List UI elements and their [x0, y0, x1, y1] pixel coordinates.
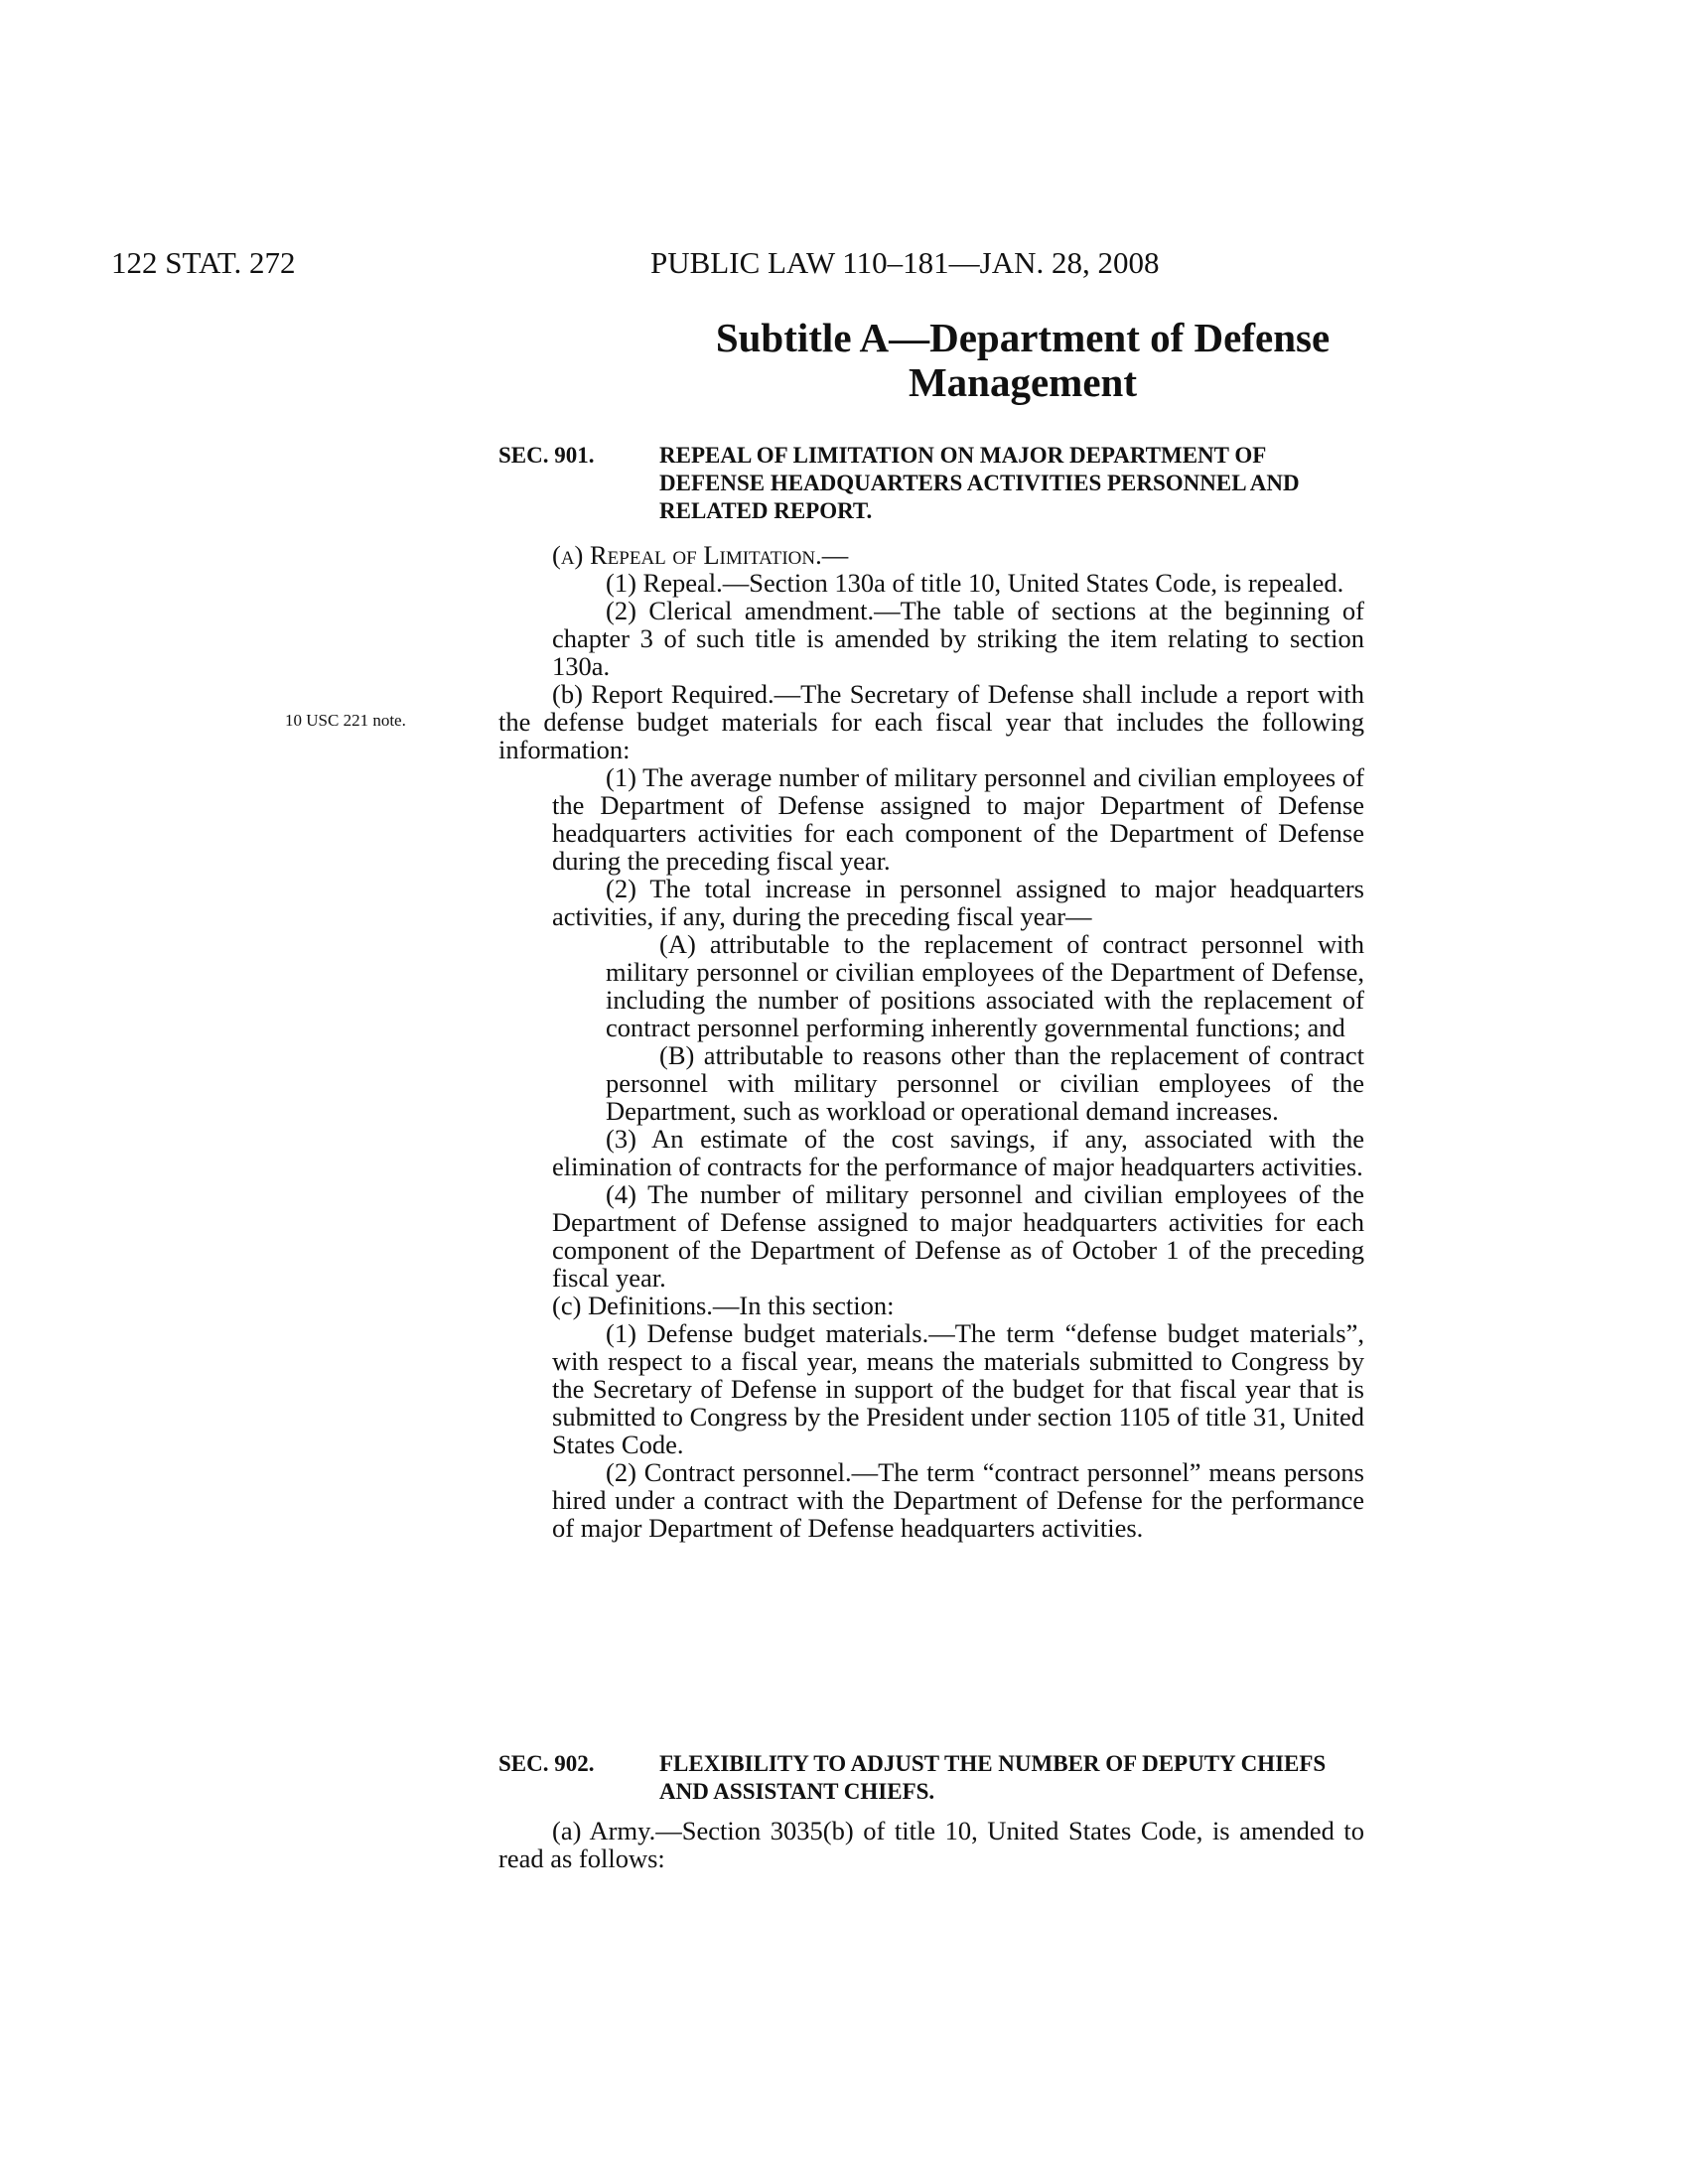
subtitle-line-2: Management — [908, 359, 1137, 405]
subtitle-heading — [496, 316, 1549, 405]
paragraph-c2: (2) Contract personnel.—The term “contract personnel” means persons hired under a contract with the Department of Defense for the performance of major Department of Defense headquarters activities. — [552, 1457, 1364, 1543]
paragraph-b4: (4) The number of military personnel and civilian employees of the Department of Defense assigned to major headquarters activities for each component of the Department of Defense as of October 1 of the preceding fiscal year. — [552, 1179, 1364, 1293]
paragraph-a1: (1) Repeal.—Section 130a of title 10, United States Code, is repealed. — [606, 568, 1344, 598]
section-902-paragraph-a: (a) Army.—Section 3035(b) of title 10, United States Code, is amended to read as follows: — [498, 1816, 1364, 1873]
paragraph-a2: (2) Clerical amendment.—The table of sections at the beginning of chapter 3 of such title is amended by striking the item relating to section 130a. — [552, 596, 1364, 681]
subtitle-line-1: Subtitle A—Department of Defense — [715, 315, 1331, 360]
law-citation: PUBLIC LAW 110–181—JAN. 28, 2008 — [650, 245, 1160, 280]
section-901-body — [498, 541, 1364, 1542]
section-901-title-line-2: DEFENSE HEADQUARTERS ACTIVITIES PERSONNEL AND — [659, 471, 1300, 495]
section-902-title-line-1: FLEXIBILITY TO ADJUST THE NUMBER OF DEPUTY CHIEFS — [659, 1751, 1327, 1776]
subsection-c-heading: (c) Definitions.—In this section: — [552, 1291, 895, 1320]
margin-note: 10 USC 221 note. — [285, 711, 406, 730]
stat-page-number: 122 STAT. 272 — [111, 245, 296, 280]
subsection-b-intro: (b) Report Required.—The Secretary of Defense shall include a report with the defense budget materials for each fiscal year that includes the following information: — [498, 679, 1364, 764]
subparagraph-b2A: (A) attributable to the replacement of contract personnel with military personnel or civilian employees of the Department of Defense, including the number of positions associated with the replacement of contract personnel performing inherently governmental functions; and — [606, 929, 1364, 1042]
section-902-body — [498, 1817, 1364, 1872]
section-902-heading — [498, 1750, 1366, 1806]
section-902-number: SEC. 902. — [498, 1751, 595, 1776]
subparagraph-b2B: (B) attributable to reasons other than the replacement of contract personnel with military personnel or civilian employees of the Department, such as workload or operational demand increases. — [606, 1040, 1364, 1126]
section-901-title-line-3: RELATED REPORT. — [659, 498, 873, 523]
paragraph-b1: (1) The average number of military personnel and civilian employees of the Department of Defense assigned to major Department of Defense headquarters activities for each component of the Department of Defense during the preceding fiscal year. — [552, 762, 1364, 876]
paragraph-b2: (2) The total increase in personnel assigned to major headquarters activities, if any, during the preceding fiscal year— — [552, 874, 1364, 931]
subsection-a-heading: (a) Repeal of Limitation.— — [552, 540, 849, 570]
paragraph-c1: (1) Defense budget materials.—The term “defense budget materials”, with respect to a fiscal year, means the materials submitted to Congress by the Secretary of Defense in support of the budget for that fiscal year that is submitted to Congress by the President under section 1105 of title 31, United States Code. — [552, 1318, 1364, 1459]
section-901-title-line-1: REPEAL OF LIMITATION ON MAJOR DEPARTMENT OF — [659, 443, 1267, 468]
paragraph-b3: (3) An estimate of the cost savings, if any, associated with the elimination of contracts for the performance of major headquarters activities. — [552, 1124, 1364, 1181]
section-901-number: SEC. 901. — [498, 443, 595, 468]
section-901-heading — [498, 442, 1366, 525]
section-902-title-line-2: AND ASSISTANT CHIEFS. — [659, 1779, 935, 1804]
